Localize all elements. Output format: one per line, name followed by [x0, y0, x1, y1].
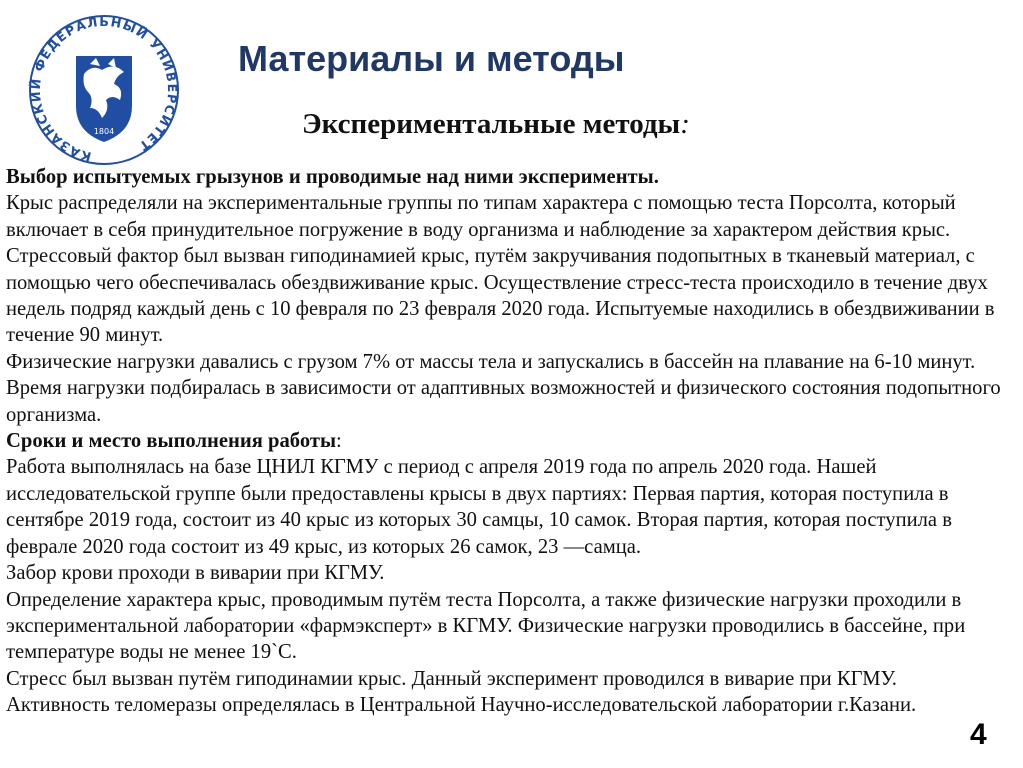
- paragraph: Забор крови проходи в виварии при КГМУ.: [6, 562, 385, 585]
- page-title: Материалы и методы: [238, 38, 625, 79]
- section-heading: [6, 164, 1018, 190]
- paragraph: Крыс распределяли на экспериментальные группы по типам характера с помощью теста Порсолта, который включает в себя принудительное погружение в воду организма и наблюдение за характером действия крыс. Стрессовый фактор был вызван гиподинамией крыс, путём закручивания подопытных в тканевый материал, с помощью чего обеспечивалась обездвиживание крыс. Осуществление стресс-теста происходило в течение двух недель подряд каждый день с 10 февраля по 23 февраля 2020 года. Испытуемые находились в обездвиживании в течение 90 минут.: [6, 192, 995, 347]
- section-heading-text: Выбор испытуемых грызунов и проводимые над ними эксперименты.: [6, 166, 659, 188]
- paragraph: Физические нагрузки давались с грузом 7% от массы тела и запускались в бассейн на плавание на 6-10 минут. Время нагрузки подбиралась в зависимости от адаптивных возможностей и физического состояния подопытного организма.: [6, 350, 1001, 426]
- section-heading-suffix: :: [336, 430, 342, 453]
- paragraph: Стресс был вызван путём гиподинамии крыс. Данный эксперимент проводился в виварие при КГМУ.: [6, 667, 897, 690]
- subtitle-colon: :: [680, 108, 690, 140]
- section-heading-text: Сроки и место выполнения работы: [6, 430, 337, 453]
- section-subtitle: [302, 108, 690, 141]
- paragraph: Работа выполнялась на базе ЦНИЛ КГМУ с период с апреля 2019 года по апрель 2020 года. Нашей исследовательской группе были предоставлены крысы в двух партиях: Первая партия, которая поступила в сентябре 2019 года, состоит из 40 крыс из которых 30 самцы, 10 самок. Вторая партия, которая поступила в феврале 2020 года состоит из 49 крыс, из которых 26 самок, 23 —самца.: [6, 456, 952, 558]
- page-number: 4: [970, 718, 987, 751]
- subtitle-text: Экспериментальные методы: [302, 108, 681, 140]
- section-heading: [6, 428, 1018, 454]
- paragraph: Определение характера крыс, проводимым путём теста Порсолта, а также физические нагрузки проходили в экспериментальной лаборатории «фармэксперт» в КГМУ. Физические нагрузки проводились в бассейне, при температуре воды не менее 19`С.: [6, 588, 966, 664]
- university-logo: [28, 14, 180, 166]
- paragraph: Активность теломеразы определялась в Центральной Научно-исследовательской лаборатории г.Казани.: [6, 694, 917, 717]
- body-text: [6, 164, 1018, 719]
- logo-year: 1804: [93, 127, 115, 136]
- logo-ring-text: КАЗАНСКИЙ ФЕДЕРАЛЬНЫЙ УНИВЕРСИТЕТ: [28, 14, 180, 165]
